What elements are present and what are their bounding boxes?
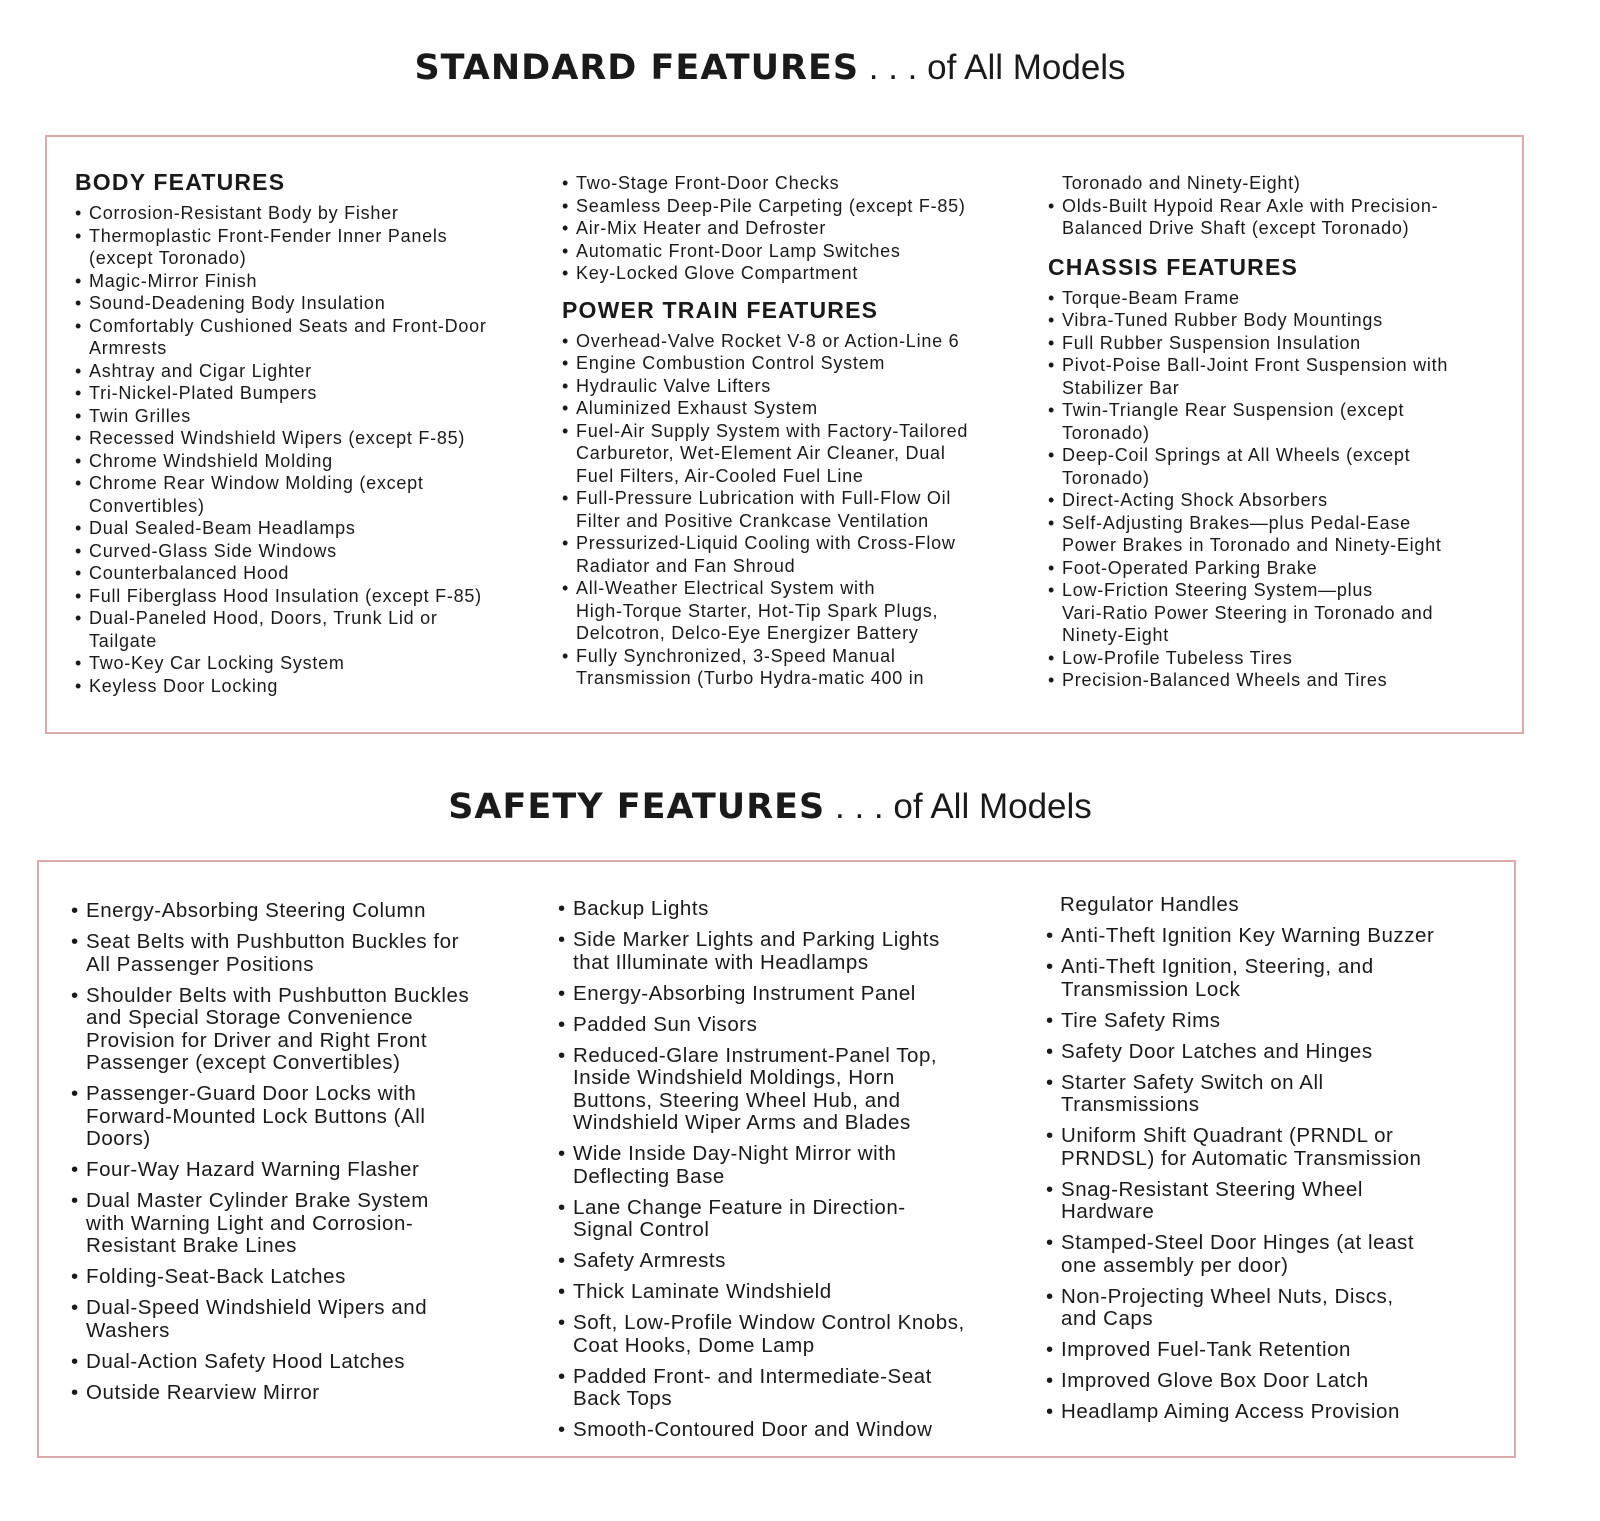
bullet-icon: • [562,488,570,508]
list-item-text: Dual-Paneled Hood, Doors, Trunk Lid or Tailgate [89,608,438,651]
bullet-icon: • [75,518,83,538]
list-item [562,240,1032,263]
list-item [558,1281,1028,1304]
list-item-text: Dual-Action Safety Hood Latches [86,1349,406,1373]
bullet-icon: • [1048,557,1056,578]
list-item-text: Engine Combustion Control System [576,353,886,373]
list-item [75,562,545,585]
bullet-icon: • [75,360,83,381]
list-item [562,330,1032,353]
list-item-text: Thermoplastic Front-Fender Inner Panels (except Toronado) [89,225,448,268]
list-item [1048,332,1518,355]
list-item [1048,647,1518,670]
list-item [562,217,1032,240]
bullet-icon: • [562,353,570,373]
bullet-icon: • [1048,647,1056,668]
bullet-icon: • [1046,1369,1054,1392]
bullet-icon: • [1048,332,1056,353]
list-item [1048,399,1518,444]
list-item-text: Deep-Coil Springs at All Wheels (except Toronado) [1062,445,1411,488]
list-item-text: Thick Laminate Windshield [573,1280,832,1303]
list-item [71,1190,541,1258]
list-item-text: Shoulder Belts with Pushbutton Buckles and Special Storage Convenience Provision for Driver and Right Front Passenger (except Convertibles) [86,983,470,1074]
bullet-icon: • [1048,287,1056,308]
list-item [75,225,545,270]
bullet-icon: • [1048,512,1056,533]
list-item-text: Automatic Front-Door Lamp Switches [576,240,901,261]
list-item-text: Aluminized Exhaust System [576,398,818,418]
bullet-icon: • [75,653,83,673]
list-item-text: Seat Belts with Pushbutton Buckles for All Passenger Positions [86,930,460,976]
feature-list [75,202,545,697]
list-item [558,1143,1028,1188]
list-item [558,898,1028,921]
list-item [1046,1339,1516,1362]
title-rest: . . . of All Models [859,48,1126,87]
bullet-icon: • [1048,670,1056,690]
list-item-text: Anti-Theft Ignition, Steering, and Transmission Lock [1061,955,1374,1001]
list-item [1046,1179,1516,1224]
bullet-icon: • [75,315,83,336]
list-item [562,352,1032,375]
list-item [562,532,1032,577]
bullet-icon: • [71,1296,79,1319]
standard-features-title [0,48,1540,88]
list-item-text: Sound-Deadening Body Insulation [89,293,386,313]
bullet-icon: • [75,203,83,223]
list-item-text: Two-Key Car Locking System [89,653,345,673]
list-item-text: Air-Mix Heater and Defroster [576,218,827,238]
list-item-text: Pressurized-Liquid Cooling with Cross-Flow Radiator and Fan Shroud [576,533,956,576]
bullet-icon: • [75,675,83,696]
bullet-icon: • [562,645,570,666]
list-item-text: Comfortably Cushioned Seats and Front-Door Armrests [89,315,487,358]
bullet-icon: • [1046,1400,1054,1423]
list-item-text: Fully Synchronized, 3-Speed Manual Transmission (Turbo Hydra-matic 400 in [576,645,925,688]
bullet-icon: • [75,540,83,561]
bullet-icon: • [75,270,83,291]
bullet-icon: • [558,1012,566,1036]
bullet-icon: • [1046,1284,1054,1308]
list-item-text: Reduced-Glare Instrument-Panel Top, Inside Windshield Moldings, Horn Buttons, Steering Wheel Hub, and Windshield Wiper Arms and Blades [573,1043,938,1134]
list-item [558,1014,1028,1037]
list-item-text: Stamped-Steel Door Hinges (at least one assembly per door) [1061,1231,1415,1277]
list-item-text: Lane Change Feature in Direction- Signal Control [573,1195,906,1241]
bullet-icon: • [558,897,566,920]
list-item-text: All-Weather Electrical System with High-Torque Starter, Hot-Tip Spark Plugs, Delcotron, Delco-Eye Energizer Battery [576,578,939,643]
bullet-icon: • [558,981,566,1005]
bullet-icon: • [75,585,83,606]
list-item-text: Four-Way Hazard Warning Flasher [86,1158,420,1181]
list-item [1048,195,1518,240]
feature-list [1048,287,1518,692]
bullet-icon: • [1046,1039,1054,1063]
chassis-column [1048,172,1518,692]
list-item [558,1197,1028,1242]
list-item-text: Headlamp Aiming Access Provision [1061,1400,1400,1423]
bullet-icon: • [558,1311,566,1334]
list-item [1046,956,1516,1001]
bullet-icon: • [71,930,79,953]
bullet-icon: • [562,240,570,261]
list-item-text: Precision-Balanced Wheels and Tires [1062,670,1388,690]
list-item-text: Safety Armrests [573,1249,726,1272]
bullet-icon: • [1046,1231,1054,1254]
list-item [71,1083,541,1151]
list-item-text: Low-Profile Tubeless Tires [1062,647,1293,668]
bullet-icon: • [1046,955,1054,978]
list-item-text: Passenger-Guard Door Locks with Forward-Mounted Lock Buttons (All Doors) [86,1082,426,1150]
bullet-icon: • [558,1142,566,1165]
bullet-icon: • [562,398,570,418]
list-item-text: Backup Lights [573,897,709,920]
bullet-icon: • [562,263,570,283]
list-item-text: Twin Grilles [89,405,192,426]
list-item [71,1297,541,1342]
feature-list [1048,195,1518,240]
list-item-text: Seamless Deep-Pile Carpeting (except F-85) [576,195,966,216]
list-item-text: Smooth-Contoured Door and Window [573,1418,933,1441]
feature-list [71,900,541,1404]
bullet-icon: • [75,428,83,448]
list-item [1048,669,1518,692]
bullet-icon: • [1048,355,1056,375]
list-item-text: Self-Adjusting Brakes—plus Pedal-Ease Power Brakes in Toronado and Ninety-Eight [1062,512,1442,555]
list-item-text: Energy-Absorbing Instrument Panel [573,981,916,1005]
list-item-text: Corrosion-Resistant Body by Fisher [89,203,399,223]
bullet-icon: • [71,899,79,922]
list-item-text: Full Rubber Suspension Insulation [1062,332,1361,353]
list-item [75,540,545,563]
bullet-icon: • [562,578,570,598]
list-item [75,450,545,473]
list-item-text: Magic-Mirror Finish [89,270,258,291]
list-item [1048,354,1518,399]
list-item-text: Keyless Door Locking [89,675,279,696]
bullet-icon: • [75,450,83,471]
bullet-icon: • [1048,310,1056,330]
list-item [562,262,1032,285]
list-item-text: Vibra-Tuned Rubber Body Mountings [1062,310,1383,330]
bullet-icon: • [71,983,79,1007]
list-item-text: Fuel-Air Supply System with Factory-Tailored Carburetor, Wet-Element Air Cleaner, Dual Fuel Filters, Air-Cooled Fuel Line [576,420,969,486]
bullet-icon: • [75,608,83,628]
list-item [562,375,1032,398]
continuation-text: Regulator Handles [1060,893,1240,916]
list-item [75,315,545,360]
list-item [1048,489,1518,512]
safety-column-3 [1046,894,1516,1432]
bullet-icon: • [75,473,83,493]
bullet-icon: • [1048,490,1056,510]
power-train-column [562,172,1032,690]
list-item [75,585,545,608]
list-item [71,1351,541,1374]
list-item [71,1159,541,1182]
list-item [562,577,1032,645]
list-item [1048,444,1518,489]
list-item [1048,579,1518,647]
bullet-icon: • [71,1265,79,1288]
bullet-icon: • [1046,1124,1054,1147]
list-item-text: Starter Safety Switch on All Transmissions [1061,1070,1324,1116]
list-item-text: Direct-Acting Shock Absorbers [1062,490,1328,510]
bullet-icon: • [558,1043,566,1067]
title-bold: SAFETY FEATURES [448,787,826,827]
feature-list [558,898,1028,1442]
bullet-icon: • [75,293,83,313]
list-item [1048,309,1518,332]
list-item [558,1366,1028,1411]
list-item [558,983,1028,1006]
list-item-text: Energy-Absorbing Steering Column [86,899,427,922]
bullet-icon: • [558,1418,566,1441]
bullet-icon: • [71,1349,79,1373]
bullet-icon: • [71,1189,79,1212]
list-item [75,382,545,405]
bullet-icon: • [1048,580,1056,600]
bullet-icon: • [562,533,570,553]
list-item [75,607,545,652]
standard-features-box [45,135,1524,734]
list-item [1046,1010,1516,1033]
list-item-text: Chrome Windshield Molding [89,450,333,471]
bullet-icon: • [1048,445,1056,465]
list-item-text: Outside Rearview Mirror [86,1380,320,1404]
list-item-text: Low-Friction Steering System—plus Vari-Ratio Power Steering in Toronado and Ninety-Eight [1062,580,1434,645]
bullet-icon: • [562,375,570,396]
bullet-icon: • [562,218,570,238]
list-item [558,1250,1028,1273]
list-item [75,652,545,675]
bullet-icon: • [71,1082,79,1105]
bullet-icon: • [1046,924,1054,947]
safety-features-title [0,787,1540,827]
list-item-text: Overhead-Valve Rocket V-8 or Action-Line 6 [576,330,960,351]
list-item-text: Full-Pressure Lubrication with Full-Flow Oil Filter and Positive Crankcase Ventilation [576,488,952,531]
list-item-text: Safety Door Latches and Hinges [1061,1039,1373,1063]
list-item-text: Key-Locked Glove Compartment [576,263,859,283]
list-item [1048,557,1518,580]
list-item [558,1419,1028,1442]
list-item [558,1045,1028,1135]
title-bold: STANDARD FEATURES [414,48,860,88]
list-item-text: Two-Stage Front-Door Checks [576,173,840,193]
list-item-text: Dual Master Cylinder Brake System with Warning Light and Corrosion- Resistant Brake Lines [86,1189,429,1257]
list-item [1046,1125,1516,1170]
list-item-text: Snag-Resistant Steering Wheel Hardware [1061,1177,1363,1223]
list-item [75,405,545,428]
list-item [1046,1232,1516,1277]
bullet-icon: • [558,1195,566,1219]
bullet-icon: • [1046,1177,1054,1201]
list-item-text: Twin-Triangle Rear Suspension (except Toronado) [1062,400,1405,443]
bullet-icon: • [562,420,570,441]
list-item [562,645,1032,690]
safety-features-box [37,860,1516,1458]
list-item-text: Wide Inside Day-Night Mirror with Deflecting Base [573,1142,897,1188]
list-item-text: Pivot-Poise Ball-Joint Front Suspension with Stabilizer Bar [1062,355,1449,398]
body-features-header: BODY FEATURES [75,169,286,195]
list-item-text: Anti-Theft Ignition Key Warning Buzzer [1061,924,1435,947]
list-item [558,929,1028,974]
bullet-icon: • [558,1280,566,1303]
list-item-text: Dual Sealed-Beam Headlamps [89,518,356,538]
list-item [562,420,1032,488]
list-item-text: Chrome Rear Window Molding (except Convertibles) [89,473,424,516]
list-item [75,270,545,293]
list-item-text: Soft, Low-Profile Window Control Knobs, Coat Hooks, Dome Lamp [573,1311,965,1357]
list-item [1046,1401,1516,1424]
list-item [1046,1041,1516,1064]
list-item-text: Counterbalanced Hood [89,563,290,583]
safety-column-1 [71,900,541,1413]
bullet-icon: • [562,195,570,216]
list-item-text: Non-Projecting Wheel Nuts, Discs, and Caps [1061,1284,1394,1330]
bullet-icon: • [558,1364,566,1388]
list-item-text: Padded Front- and Intermediate-Seat Back Tops [573,1364,932,1410]
list-item [558,1312,1028,1357]
bullet-icon: • [71,1380,79,1404]
list-item [75,292,545,315]
list-item [75,427,545,450]
list-item-text: Ashtray and Cigar Lighter [89,360,312,381]
list-item [71,985,541,1075]
list-item-text: Torque-Beam Frame [1062,287,1240,308]
list-item [75,360,545,383]
list-item [75,472,545,517]
list-item-text: Tire Safety Rims [1061,1008,1221,1032]
list-item [562,195,1032,218]
list-item-text: Foot-Operated Parking Brake [1062,557,1318,578]
list-item [1048,287,1518,310]
safety-column-2 [558,898,1028,1450]
chassis-header: CHASSIS FEATURES [1048,253,1299,280]
bullet-icon: • [75,405,83,426]
bullet-icon: • [1046,1008,1054,1032]
bullet-icon: • [562,173,570,193]
list-item-text: Full Fiberglass Hood Insulation (except F-85) [89,585,482,606]
list-item-text: Folding-Seat-Back Latches [86,1265,346,1288]
list-item-text: Curved-Glass Side Windows [89,540,337,561]
bullet-icon: • [1048,195,1056,216]
list-item-text: Improved Glove Box Door Latch [1061,1369,1369,1392]
title-rest: . . . of All Models [825,787,1092,826]
list-item [562,397,1032,420]
list-item [562,172,1032,195]
bullet-icon: • [75,225,83,246]
list-item-text: Side Marker Lights and Parking Lights that Illuminate with Headlamps [573,928,940,974]
bullet-icon: • [558,1249,566,1272]
list-item [562,487,1032,532]
continuation-text: Toronado and Ninety-Eight) [1062,173,1301,193]
list-item [71,1382,541,1405]
list-item-text: Olds-Built Hypoid Rear Axle with Precision- Balanced Drive Shaft (except Toronado) [1062,195,1439,238]
bullet-icon: • [1046,1338,1054,1361]
list-item-text: Padded Sun Visors [573,1012,758,1036]
list-item-text: Dual-Speed Windshield Wipers and Washers [86,1296,428,1342]
bullet-icon: • [75,383,83,403]
power-train-header: POWER TRAIN FEATURES [562,296,879,323]
list-item [75,517,545,540]
list-item [1048,512,1518,557]
list-item-text: Improved Fuel-Tank Retention [1061,1338,1352,1361]
list-item-text: Tri-Nickel-Plated Bumpers [89,383,318,403]
bullet-icon: • [75,563,83,583]
body-features-column [75,169,545,697]
list-item [1046,1370,1516,1393]
feature-list [562,330,1032,690]
list-item [71,900,541,923]
bullet-icon: • [71,1158,79,1181]
list-item [71,1266,541,1289]
list-item [71,931,541,976]
list-item [1046,1286,1516,1331]
list-item-text: Recessed Windshield Wipers (except F-85) [89,428,466,448]
bullet-icon: • [562,330,570,351]
list-item [75,675,545,698]
list-item [1046,1072,1516,1117]
list-item-text: Hydraulic Valve Lifters [576,375,771,396]
feature-list [1046,925,1516,1424]
bullet-icon: • [1048,400,1056,420]
bullet-icon: • [558,928,566,951]
list-item-text: Uniform Shift Quadrant (PRNDL or PRNDSL) for Automatic Transmission [1061,1124,1422,1170]
list-item [1046,925,1516,948]
feature-list [562,172,1032,285]
list-item [75,202,545,225]
bullet-icon: • [1046,1070,1054,1094]
